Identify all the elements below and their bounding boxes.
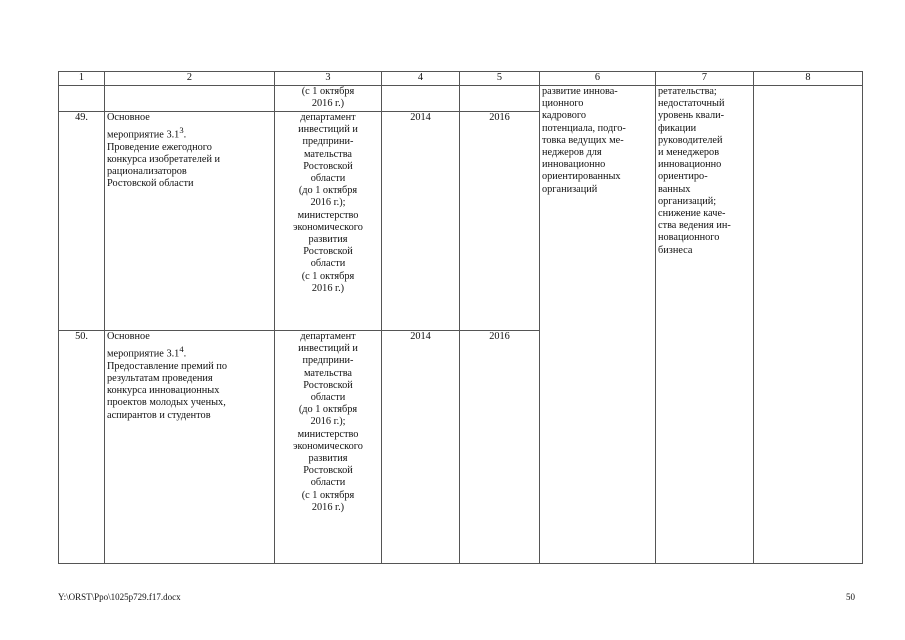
- cell-number: 49.: [59, 112, 105, 331]
- column-header: 6: [540, 72, 656, 86]
- measure-superscript: 3: [179, 125, 184, 136]
- cell-start-year: 2014: [382, 331, 460, 564]
- footer-file-path: Y:\ORST\Ppo\1025p729.f17.docx: [58, 592, 181, 602]
- cell-name: [105, 331, 275, 564]
- cell-start-year: 2014: [382, 112, 460, 331]
- column-header: 3: [275, 72, 382, 86]
- measure-name-prefix: Основное мероприятие 3.1: [107, 331, 180, 360]
- measure-superscript: 4: [179, 344, 184, 355]
- cell-end-year: [460, 86, 540, 112]
- cell-consequences: ретательства; недостаточный уровень квали- фикации руководителей и менеджеров инновационно ориентиро- ванных организаций; снижение каче- ства ведения ин- новационного бизнеса: [656, 86, 754, 564]
- measure-name-prefix: Основное мероприятие 3.1: [107, 112, 180, 141]
- cell-name: [105, 112, 275, 331]
- column-header: 4: [382, 72, 460, 86]
- page-number: 50: [846, 592, 855, 602]
- cell-executor: (с 1 октября 2016 г.): [275, 86, 382, 112]
- cell-number: [59, 86, 105, 112]
- cell-expected-result: развитие иннова- ционного кадрового потенциала, подго- товка ведущих ме- неджеров для инновационно ориентированных организаций: [540, 86, 656, 564]
- cell-start-year: [382, 86, 460, 112]
- cell-executor: департамент инвестиций и предприни- мательства Ростовской области (до 1 октября 2016 г.); министерство экономического развития Ростовской области (с 1 октября 2016 г.): [275, 331, 382, 564]
- column-header: 1: [59, 72, 105, 86]
- cell-executor: департамент инвестиций и предприни- мательства Ростовской области (до 1 октября 2016 г.); министерство экономического развития Ростовской области (с 1 октября 2016 г.): [275, 112, 382, 331]
- measure-name-rest: . Проведение ежегодного конкурса изобретателей и рационализаторов Ростовской области: [107, 129, 221, 190]
- cell-links: [754, 86, 863, 564]
- column-header: 7: [656, 72, 754, 86]
- cell-name: [105, 86, 275, 112]
- program-table: [58, 71, 863, 564]
- column-header: 2: [105, 72, 275, 86]
- table-header-row: [59, 72, 863, 86]
- cell-number: 50.: [59, 331, 105, 564]
- measure-name-rest: . Предоставление премий по результатам проведения конкурса инновационных проектов молодых ученых, аспирантов и студентов: [107, 348, 228, 421]
- cell-end-year: 2016: [460, 112, 540, 331]
- table-row-continuation: [59, 86, 863, 112]
- column-header: 8: [754, 72, 863, 86]
- cell-end-year: 2016: [460, 331, 540, 564]
- column-header: 5: [460, 72, 540, 86]
